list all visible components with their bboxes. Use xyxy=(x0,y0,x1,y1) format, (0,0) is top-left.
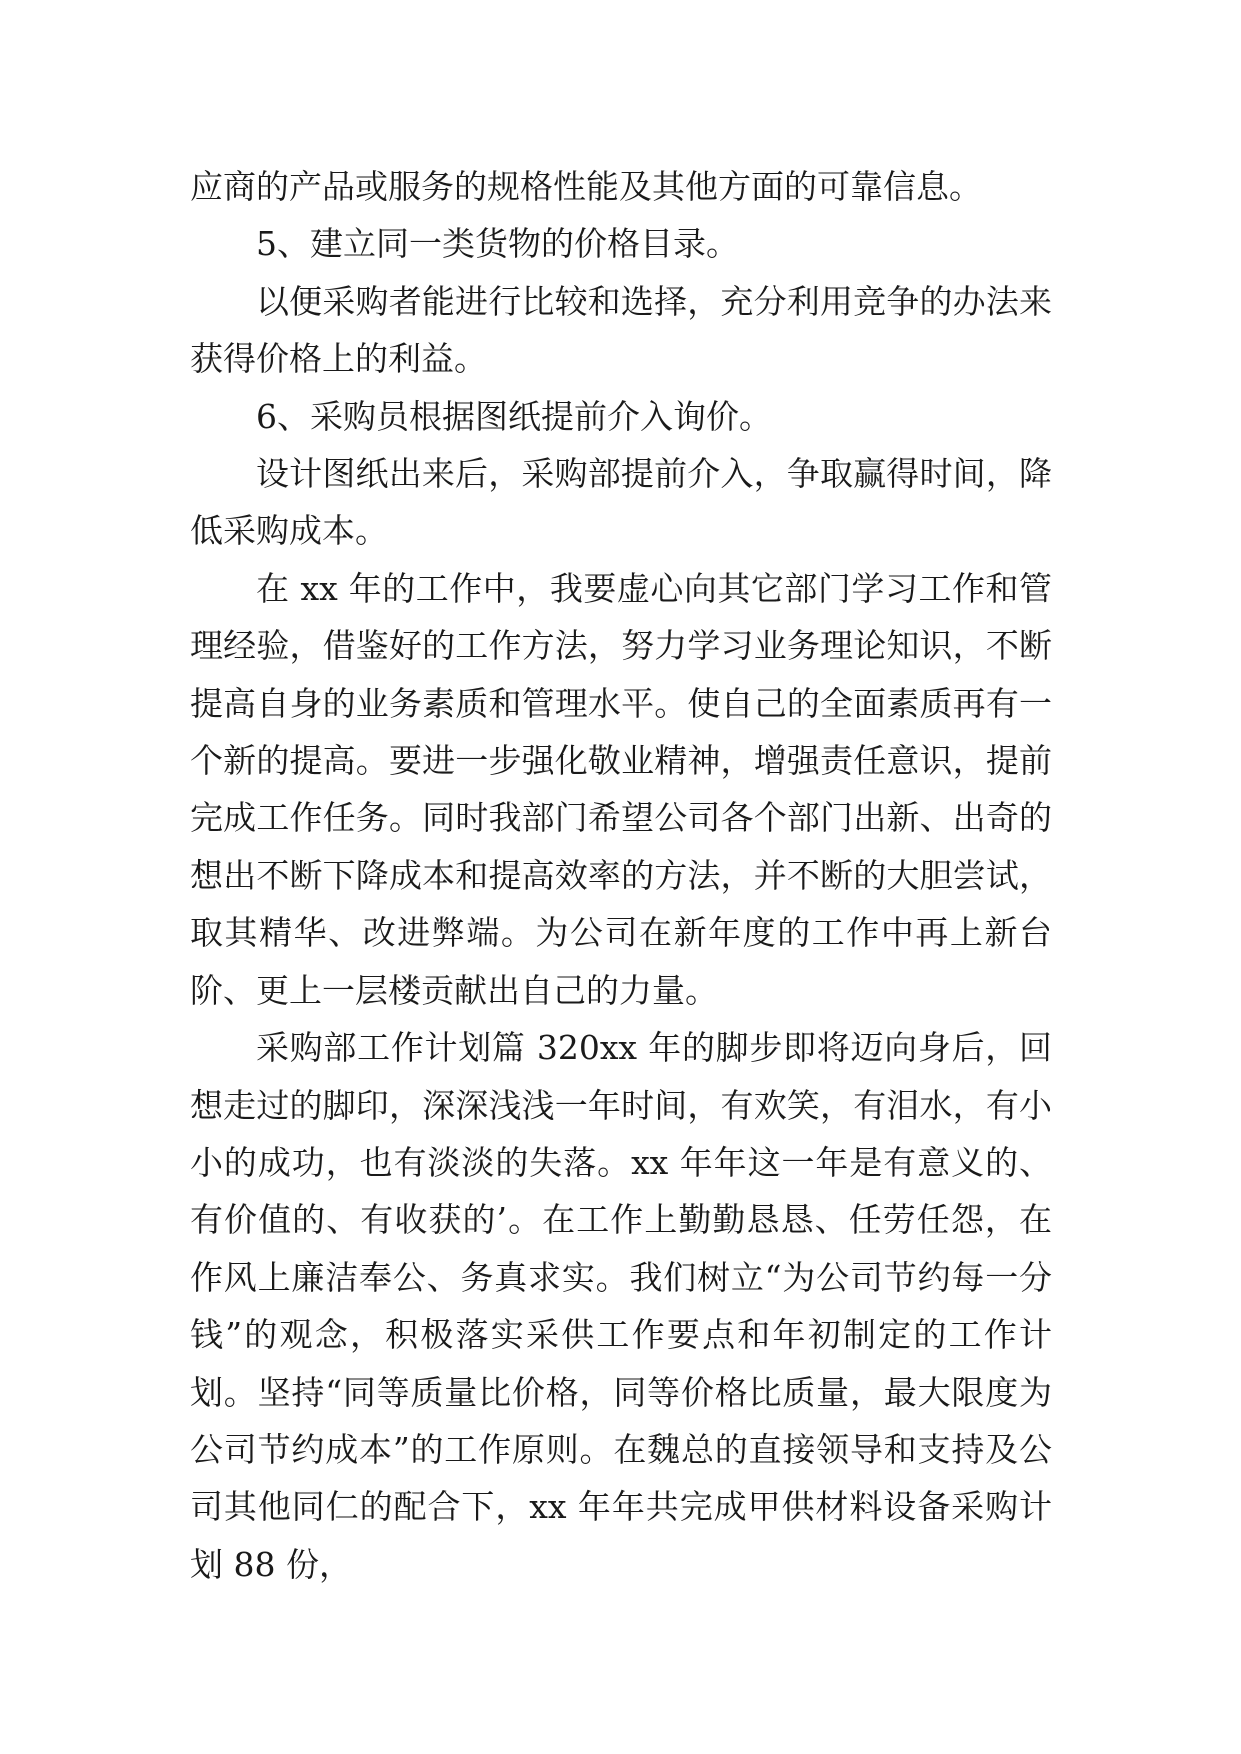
paragraph-7: 采购部工作计划篇 320xx 年的脚步即将迈向身后，回想走过的脚印，深深浅浅一年时间，有欢笑，有泪水，有小小的成功，也有淡淡的失落。xx 年年这一年是有意义的、有价值的、有收获的’。在工作上勤勤恳恳、任劳任怨，在作风上廉洁奉公、务真求实。我们树立“为公司节约每一分钱”的观念，积极落实采供工作要点和年初制定的工作计划。坚持“同等质量比价格，同等价格比质量，最大限度为公司节约成本”的工作原则。在魏总的直接领导和支持及公司其他同仁的配合下，xx 年年共完成甲供材料设备采购计划 88 份， xyxy=(190,1028,1052,1584)
paragraph-4: 6、采购员根据图纸提前介入询价。 xyxy=(256,396,772,436)
paragraph-5: 设计图纸出来后，采购部提前介入，争取赢得时间，降低采购成本。 xyxy=(190,454,1052,551)
document-body xyxy=(190,158,1052,1593)
paragraph-1: 应商的产品或服务的规格性能及其他方面的可靠信息。 xyxy=(190,167,982,206)
paragraph-3: 以便采购者能进行比较和选择，充分利用竞争的办法来获得价格上的利益。 xyxy=(190,281,1052,379)
paragraph-2: 5、建立同一类货物的价格目录。 xyxy=(256,224,739,264)
paragraph-6: 在 xx 年的工作中，我要虚心向其它部门学习工作和管理经验，借鉴好的工作方法，努力学习业务理论知识，不断提高自身的业务素质和管理水平。使自己的全面素质再有一个新的提高。要进一步强化敬业精神，增强责任意识，提前完成工作任务。同时我部门希望公司各个部门出新、出奇的想出不断下降成本和提高效率的方法，并不断的大胆尝试，取其精华、改进弊端。为公司在新年度的工作中再上新台阶、更上一层楼贡献出自己的力量。 xyxy=(190,568,1052,1010)
